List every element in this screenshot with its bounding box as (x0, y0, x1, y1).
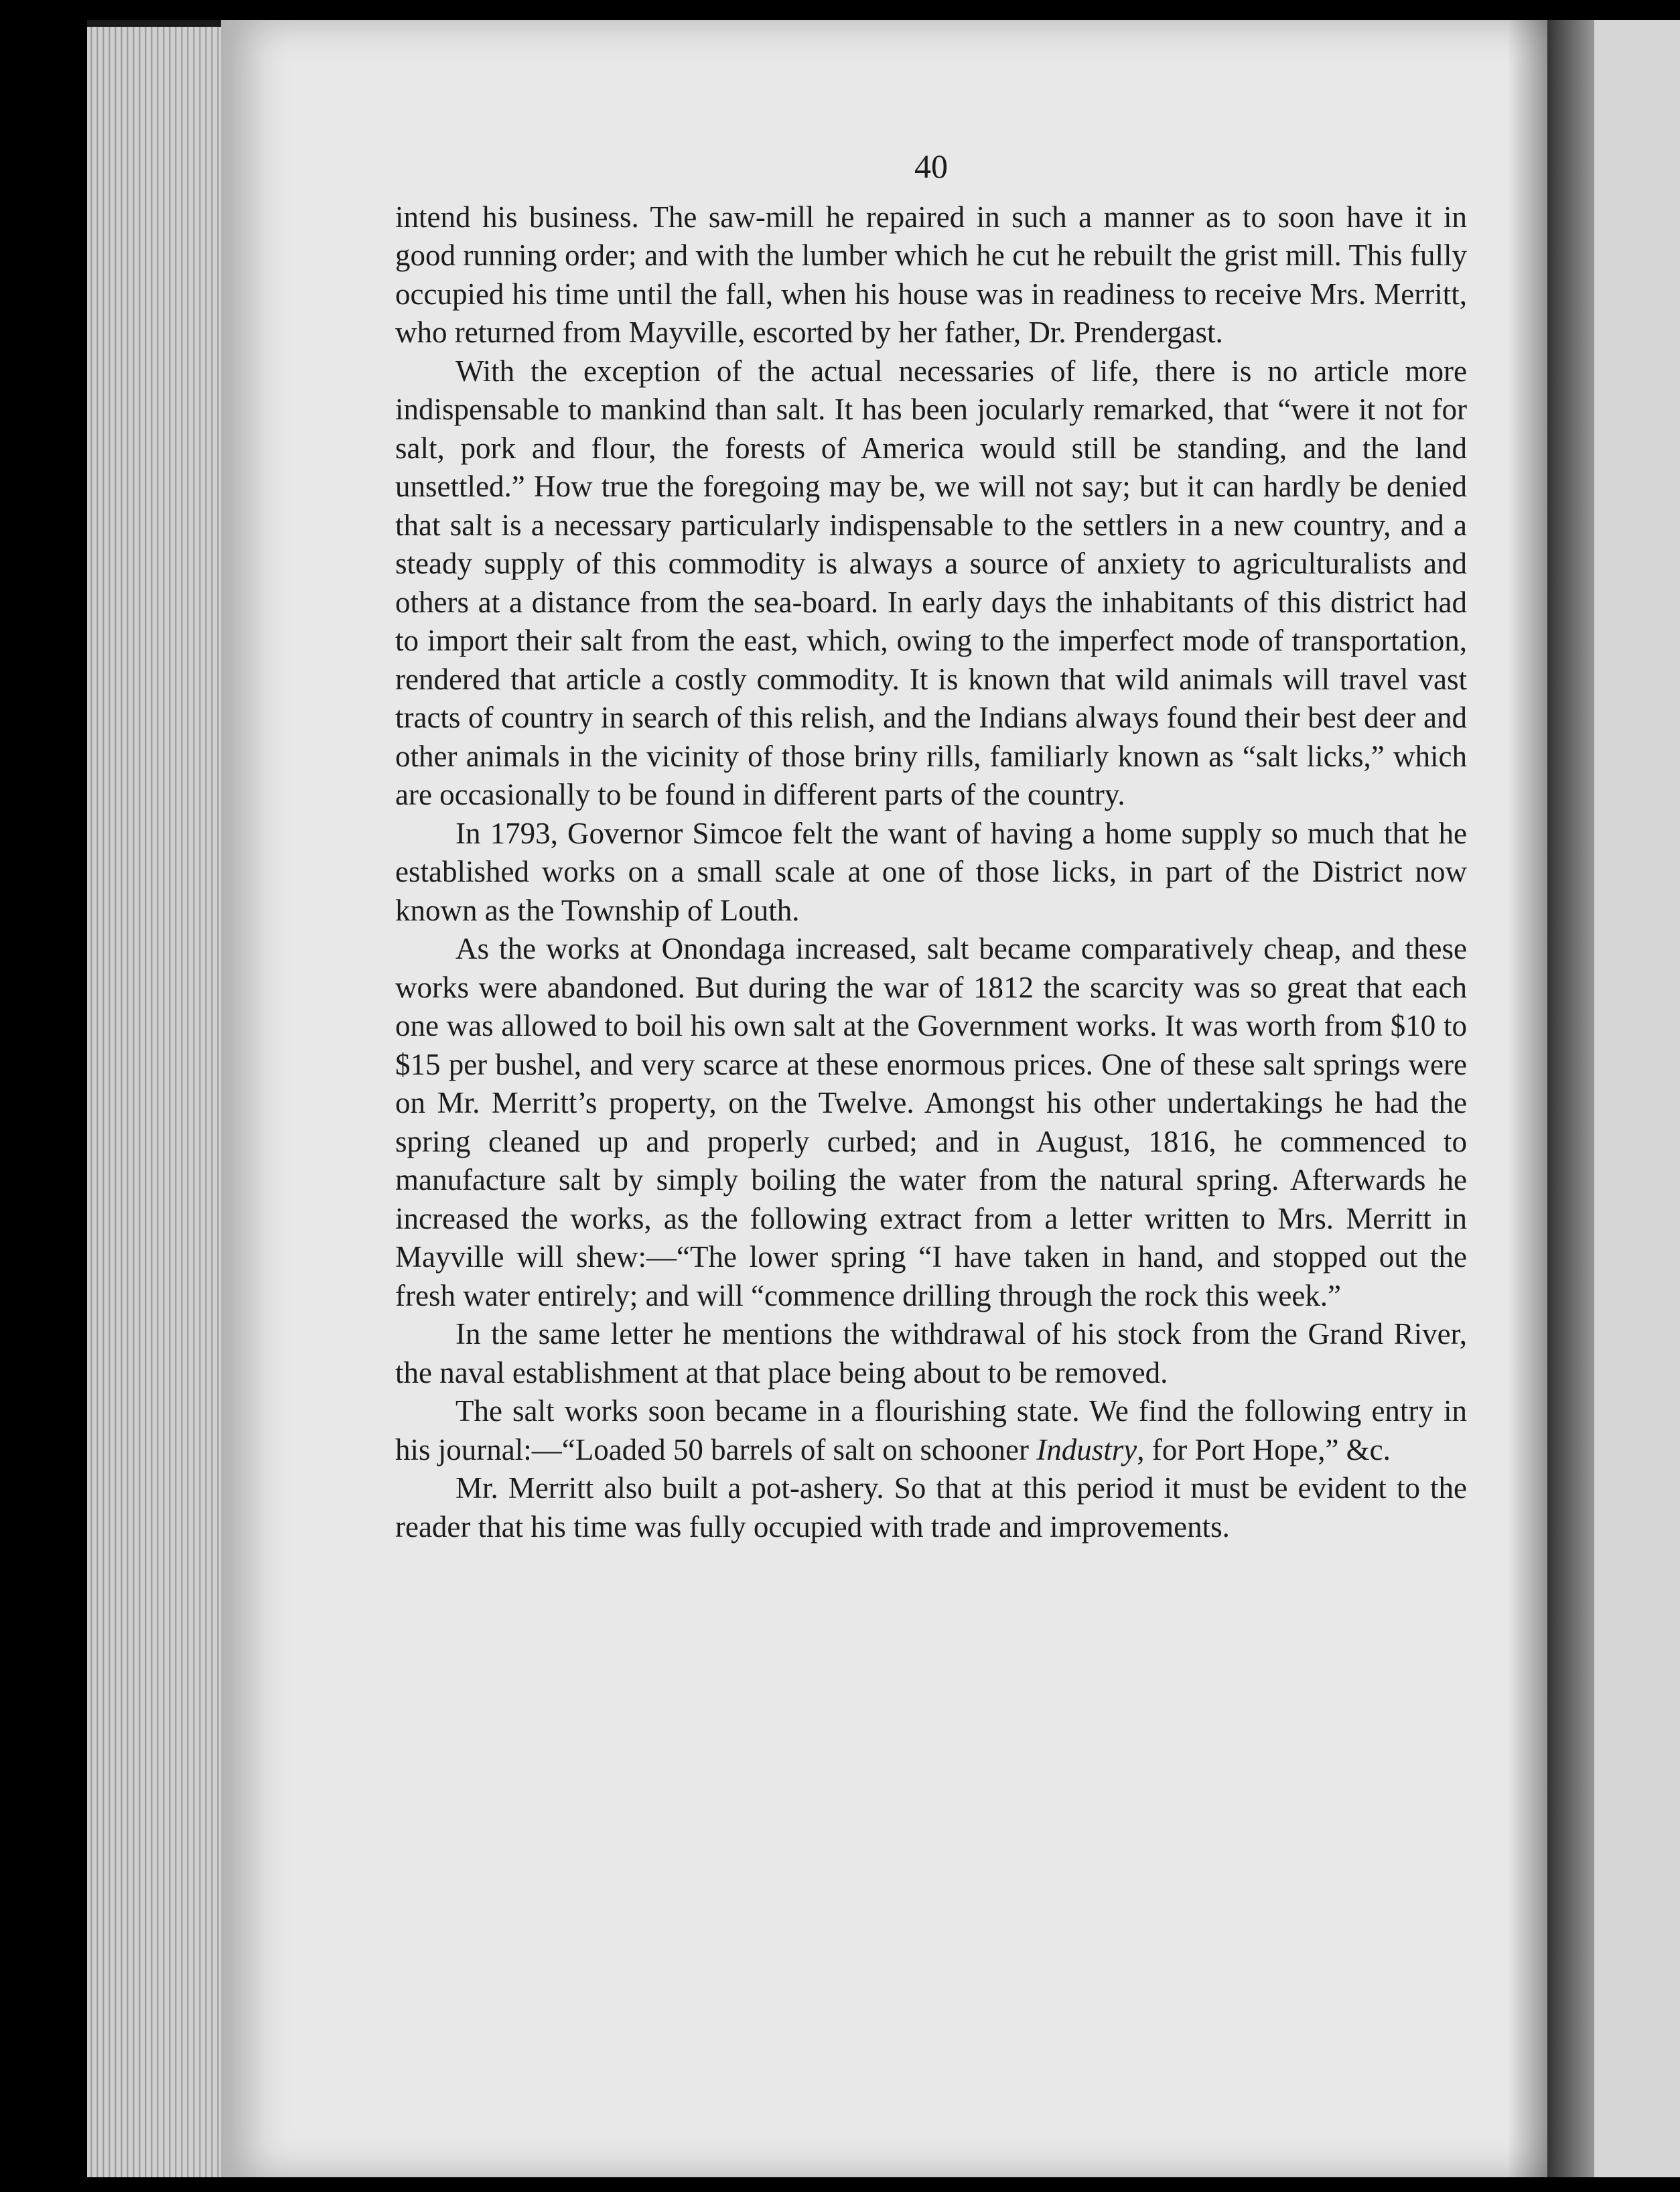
paragraph-6-before: The salt works soon became in a flourishing state. We find the following entry in his journal:—“Loaded 50 barrels of salt on schooner (395, 1394, 1467, 1466)
paragraph-1: intend his business. The saw-mill he repaired in such a manner as to soon have it in good running order; and with the lumber which he cut he rebuilt the grist mill. This fully occupied his time until the fall, when his house was in readiness to receive Mrs. Merritt, who returned from Mayville, escorted by her father, Dr. Prendergast. (395, 200, 1467, 349)
paragraph-7: Mr. Merritt also built a pot-ashery. So that at this period it must be evident to the reader that his time was fully occupied with trade and improvements. (395, 1471, 1467, 1544)
paragraph-6-after: , for Port Hope,” &c. (1137, 1432, 1391, 1466)
paragraph-5: In the same letter he mentions the withdrawal of his stock from the Grand River, the naval establishment at that place being about to be removed. (395, 1317, 1467, 1389)
page-number: 40 (914, 147, 948, 185)
facing-page-gutter (1547, 20, 1594, 2177)
paragraph-3: In 1793, Governor Simcoe felt the want of having a home supply so much that he established works on a small scale at one of those licks, in part of the District now known as the Township of Louth. (395, 816, 1467, 927)
paragraph-6 (395, 1392, 1467, 1469)
paragraph-4: As the works at Onondaga increased, salt became comparatively cheap, and these works were abandoned. But during the war of 1812 the scarcity was so great that each one was allowed to boil his own salt at the Government works. It was worth from $10 to $15 per bushel, and very scarce at these enormous prices. One of these salt springs were on Mr. Merritt’s property, on the Twelve. Amongst his other undertakings he had the spring cleaned up and properly curbed; and in August, 1816, he commenced to manufacture salt by simply boiling the water from the natural spring. Afterwards he increased the works, as the following extract from a letter written to Mrs. Merritt in Mayville will shew:—“The lower spring “I have taken in hand, and stopped out the fresh water entirely; and will “commence drilling through the rock this week.” (395, 932, 1467, 1312)
page-edges (87, 27, 234, 2177)
page-text (395, 147, 1467, 1546)
schooner-name: Industry (1036, 1432, 1137, 1466)
paragraph-2: With the exception of the actual necessaries of life, there is no article more indispensable to mankind than salt. It has been jocularly remarked, that “were it not for salt, pork and flour, the forests of America would still be standing, and the land unsettled.” How true the foregoing may be, we will not say; but it can hardly be denied that salt is a necessary particularly indispensable to the settlers in a new country, and a steady supply of this commodity is always a source of anxiety to agriculturalists and others at a distance from the sea-board. In early days the inhabitants of this district had to import their salt from the east, which, owing to the imperfect mode of transportation, rendered that article a costly commodity. It is known that wild animals will travel vast tracts of country in search of this relish, and the Indians always found their best deer and other animals in the vicinity of those briny rills, familiarly known as “salt licks,” which are occasionally to be found in different parts of the country. (395, 354, 1467, 811)
gutter-shadow (1507, 20, 1547, 2177)
facing-page-edge (1547, 20, 1680, 2177)
